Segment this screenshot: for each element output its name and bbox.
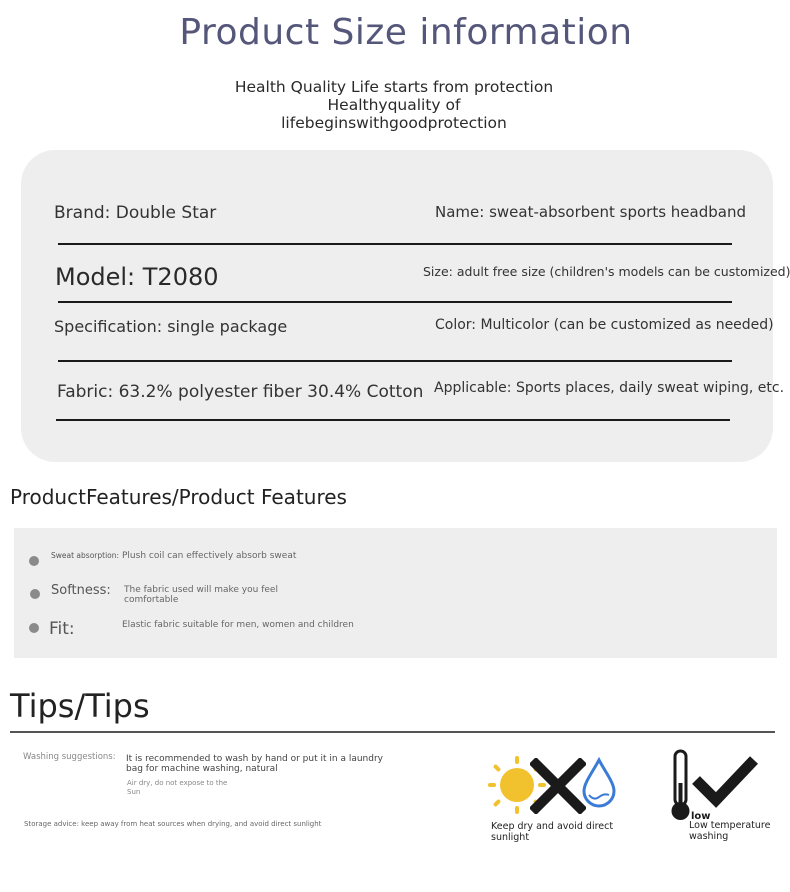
storage-text: Storage advice: keep away from heat sources when drying, and avoid direct sunlight bbox=[24, 820, 322, 828]
spec-model: Model: T2080 bbox=[55, 263, 219, 291]
washing-text: It is recommended to wash by hand or put it in a laundry bag for machine washing, natural bbox=[126, 754, 383, 774]
subtitle-line-1: Health Quality Life starts from protection bbox=[234, 78, 554, 96]
cross-icon bbox=[530, 758, 586, 814]
tips-heading: Tips/Tips bbox=[10, 687, 150, 725]
air-dry-text: Air dry, do not expose to the Sun bbox=[127, 779, 228, 796]
feature-label: Fit: bbox=[49, 619, 75, 639]
subtitle-line-3: lifebeginswithgoodprotection bbox=[281, 114, 507, 132]
spec-divider bbox=[58, 243, 732, 245]
subtitle-line-2: Healthyquality of bbox=[327, 96, 461, 114]
bullet-dot bbox=[29, 623, 39, 633]
feature-desc: Plush coil can effectively absorb sweat bbox=[122, 551, 297, 561]
spec-color: Color: Multicolor (can be customized as needed) bbox=[435, 317, 774, 333]
water-drop-icon bbox=[580, 757, 618, 809]
check-icon bbox=[690, 752, 760, 810]
bullet-dot bbox=[29, 556, 39, 566]
spec-divider bbox=[58, 360, 732, 362]
feature-label: Softness: bbox=[51, 583, 111, 598]
icon-caption: Keep dry and avoid direct sunlight bbox=[491, 821, 614, 843]
bullet-dot bbox=[30, 589, 40, 599]
page-title: Product Size information bbox=[179, 12, 633, 53]
spec-name: Name: sweat-absorbent sports headband bbox=[435, 203, 746, 221]
spec-applicable: Applicable: Sports places, daily sweat wiping, etc. bbox=[434, 380, 785, 396]
feature-label: Sweat absorption: bbox=[51, 551, 120, 560]
feature-desc: Elastic fabric suitable for men, women and children bbox=[122, 620, 354, 630]
spec-divider bbox=[56, 419, 730, 421]
washing-label: Washing suggestions: bbox=[23, 752, 116, 762]
spec-fabric: Fabric: 63.2% polyester fiber 30.4% Cotton bbox=[57, 382, 424, 402]
spec-brand: Brand: Double Star bbox=[54, 203, 217, 223]
features-heading: ProductFeatures/Product Features bbox=[10, 485, 347, 509]
feature-desc: The fabric used will make you feel comfortable bbox=[124, 585, 278, 605]
tips-divider bbox=[10, 731, 775, 733]
subtitle bbox=[0, 78, 788, 132]
spec-specification: Specification: single package bbox=[54, 317, 288, 336]
spec-size: Size: adult free size (children's models can be customized) bbox=[423, 264, 790, 279]
icon-caption: Low temperature washing bbox=[689, 820, 771, 842]
spec-card bbox=[21, 150, 773, 462]
spec-divider bbox=[58, 301, 732, 303]
icon-label: low bbox=[691, 811, 711, 822]
